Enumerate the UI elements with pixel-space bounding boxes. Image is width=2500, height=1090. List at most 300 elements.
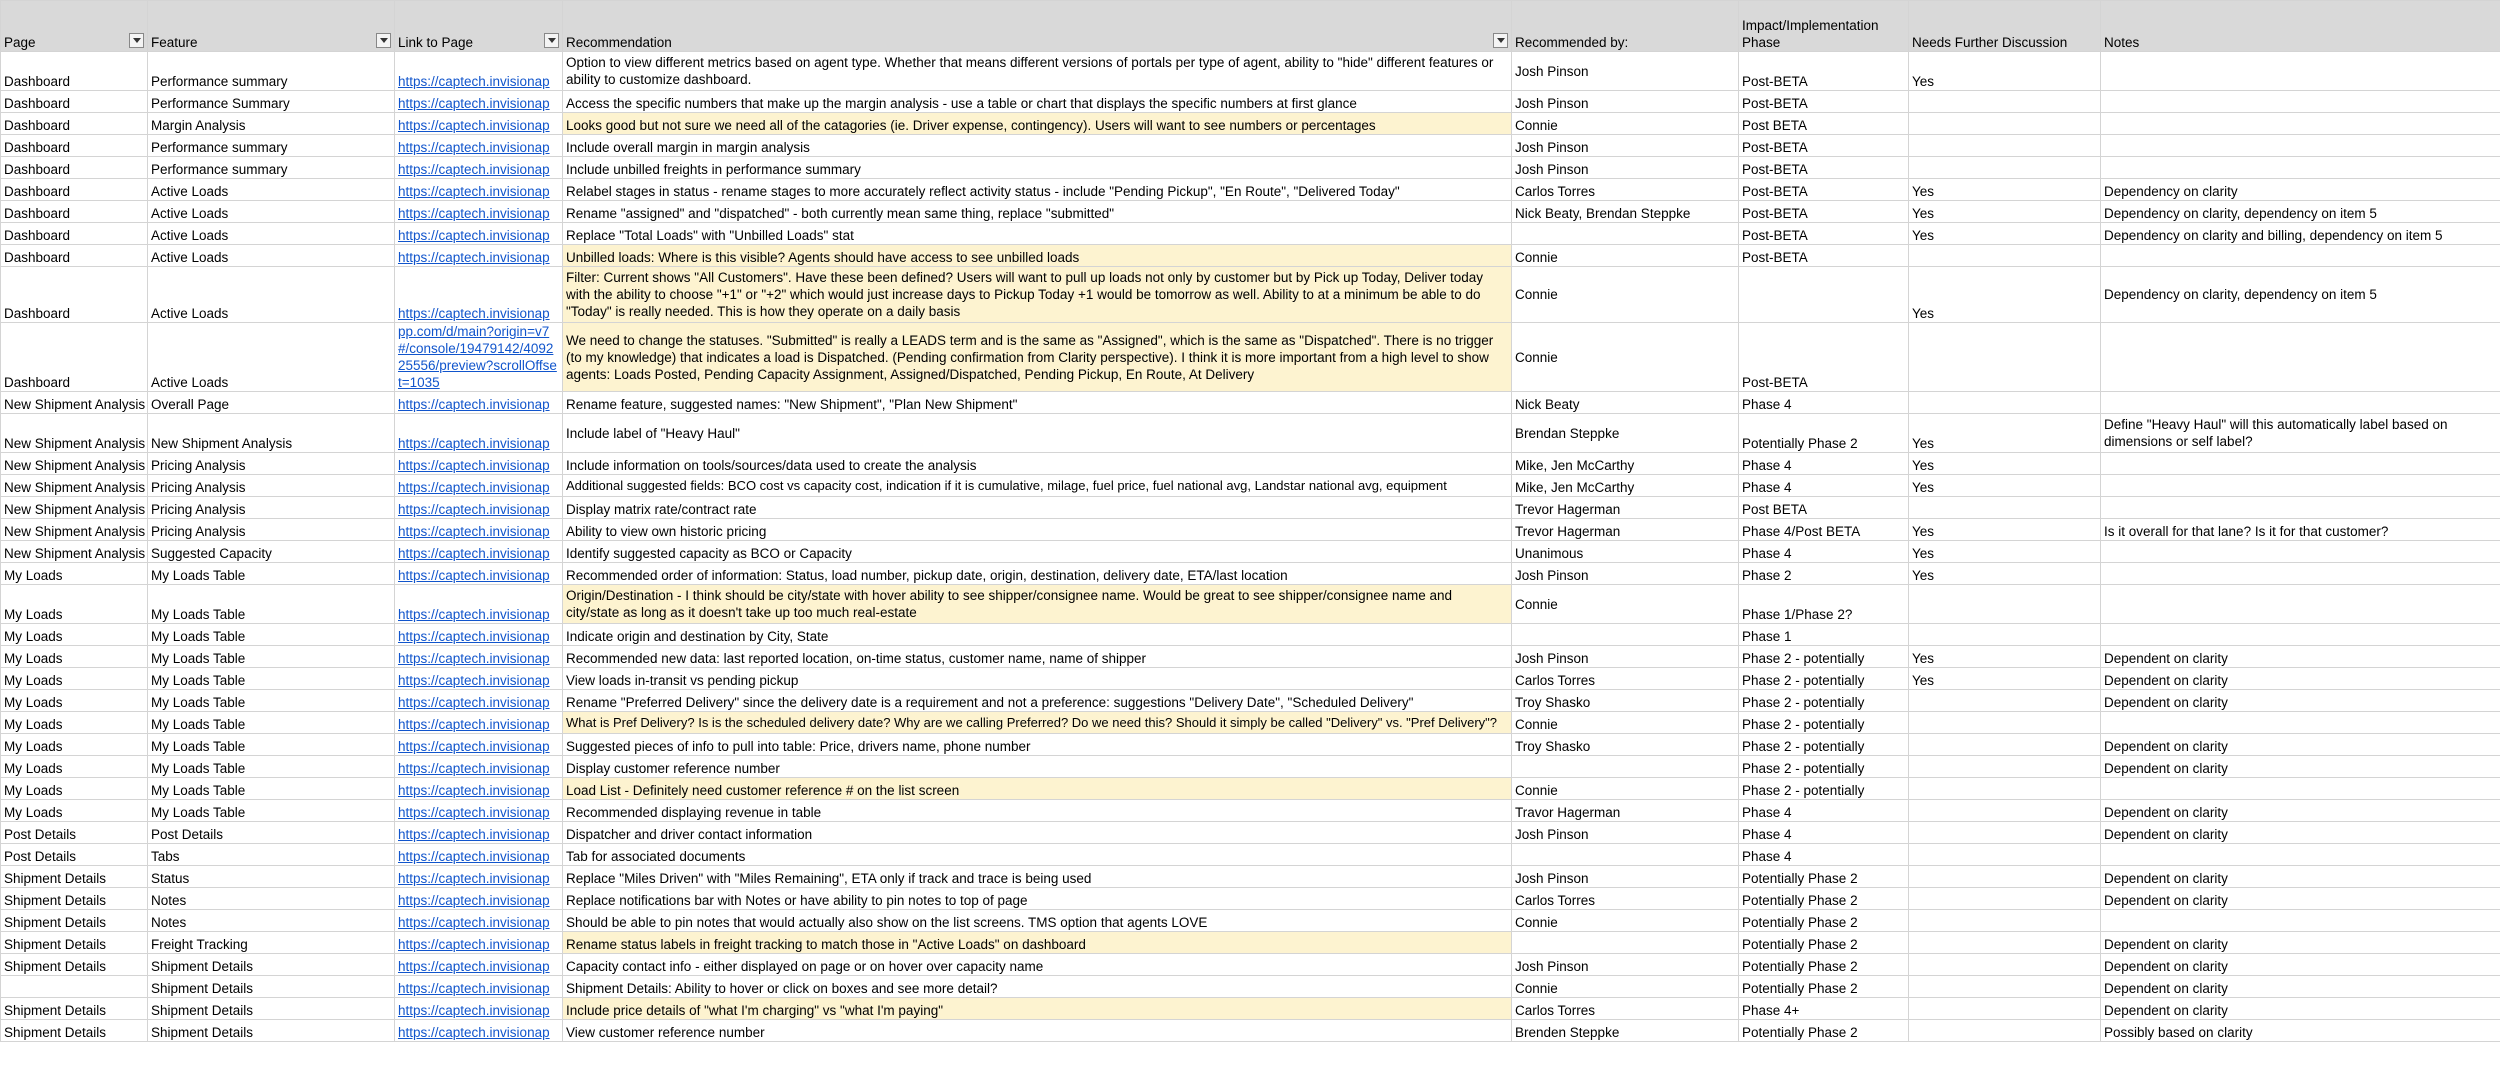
cell-link[interactable]: https://captech.invisionap xyxy=(395,245,563,267)
cell-link[interactable]: https://captech.invisionap xyxy=(395,932,563,954)
cell-recommended-by[interactable] xyxy=(1512,844,1739,866)
cell-page[interactable]: New Shipment Analysis xyxy=(1,497,148,519)
cell-feature[interactable]: Shipment Details xyxy=(148,1020,395,1042)
cell-feature[interactable]: My Loads Table xyxy=(148,800,395,822)
cell-discussion[interactable] xyxy=(1909,734,2101,756)
cell-recommendation[interactable]: Replace "Miles Driven" with "Miles Remaining", ETA only if track and trace is being used xyxy=(563,866,1512,888)
cell-page[interactable]: Dashboard xyxy=(1,267,148,323)
cell-impact[interactable]: Post-BETA xyxy=(1739,245,1909,267)
cell-feature[interactable]: My Loads Table xyxy=(148,646,395,668)
cell-recommendation[interactable]: Ability to view own historic pricing xyxy=(563,519,1512,541)
cell-link[interactable]: https://captech.invisionap xyxy=(395,563,563,585)
cell-recommendation[interactable]: Include information on tools/sources/data used to create the analysis xyxy=(563,453,1512,475)
cell-link[interactable]: pp.com/d/main?origin=v7#/console/19479142/409225556/preview?scrollOffset=1035 xyxy=(395,323,563,392)
cell-page[interactable]: My Loads xyxy=(1,690,148,712)
cell-recommended-by[interactable]: Trevor Hagerman xyxy=(1512,519,1739,541)
cell-page[interactable]: New Shipment Analysis xyxy=(1,519,148,541)
cell-discussion[interactable] xyxy=(1909,910,2101,932)
cell-impact[interactable]: Potentially Phase 2 xyxy=(1739,866,1909,888)
cell-link[interactable]: https://captech.invisionap xyxy=(395,519,563,541)
cell-discussion[interactable]: Yes xyxy=(1909,267,2101,323)
cell-page[interactable]: Post Details xyxy=(1,844,148,866)
cell-impact[interactable]: Post-BETA xyxy=(1739,323,1909,392)
cell-feature[interactable]: Active Loads xyxy=(148,223,395,245)
cell-recommended-by[interactable]: Josh Pinson xyxy=(1512,52,1739,91)
cell-impact[interactable]: Phase 2 - potentially xyxy=(1739,778,1909,800)
filter-dropdown-icon[interactable] xyxy=(376,33,391,48)
cell-notes[interactable] xyxy=(2101,113,2500,135)
cell-impact[interactable]: Phase 4 xyxy=(1739,475,1909,497)
cell-discussion[interactable] xyxy=(1909,323,2101,392)
cell-notes[interactable] xyxy=(2101,712,2500,734)
cell-feature[interactable]: Notes xyxy=(148,888,395,910)
cell-page[interactable]: My Loads xyxy=(1,585,148,624)
cell-feature[interactable]: My Loads Table xyxy=(148,624,395,646)
cell-impact[interactable]: Potentially Phase 2 xyxy=(1739,414,1909,453)
cell-notes[interactable]: Define "Heavy Haul" will this automatically label based on dimensions or self label? xyxy=(2101,414,2500,453)
cell-link[interactable]: https://captech.invisionap xyxy=(395,414,563,453)
cell-recommendation[interactable]: Tab for associated documents xyxy=(563,844,1512,866)
cell-recommendation[interactable]: Replace notifications bar with Notes or have ability to pin notes to top of page xyxy=(563,888,1512,910)
cell-discussion[interactable]: Yes xyxy=(1909,646,2101,668)
cell-notes[interactable] xyxy=(2101,778,2500,800)
cell-recommendation[interactable]: Include price details of "what I'm charging" vs "what I'm paying" xyxy=(563,998,1512,1020)
cell-page[interactable]: Dashboard xyxy=(1,201,148,223)
cell-recommendation[interactable]: Display matrix rate/contract rate xyxy=(563,497,1512,519)
cell-link[interactable]: https://captech.invisionap xyxy=(395,822,563,844)
cell-feature[interactable]: My Loads Table xyxy=(148,585,395,624)
cell-recommendation[interactable]: Suggested pieces of info to pull into table: Price, drivers name, phone number xyxy=(563,734,1512,756)
cell-feature[interactable]: Margin Analysis xyxy=(148,113,395,135)
cell-link[interactable]: https://captech.invisionap xyxy=(395,844,563,866)
cell-link[interactable]: https://captech.invisionap xyxy=(395,712,563,734)
cell-link[interactable]: https://captech.invisionap xyxy=(395,135,563,157)
cell-link[interactable]: https://captech.invisionap xyxy=(395,91,563,113)
cell-discussion[interactable]: Yes xyxy=(1909,223,2101,245)
cell-recommended-by[interactable]: Connie xyxy=(1512,976,1739,998)
cell-link[interactable]: https://captech.invisionap xyxy=(395,976,563,998)
cell-discussion[interactable]: Yes xyxy=(1909,52,2101,91)
cell-feature[interactable]: Overall Page xyxy=(148,392,395,414)
cell-feature[interactable]: Pricing Analysis xyxy=(148,475,395,497)
cell-impact[interactable]: Post-BETA xyxy=(1739,201,1909,223)
cell-feature[interactable]: Performance summary xyxy=(148,135,395,157)
filter-dropdown-icon[interactable] xyxy=(544,33,559,48)
cell-discussion[interactable] xyxy=(1909,497,2101,519)
cell-page[interactable]: New Shipment Analysis xyxy=(1,414,148,453)
cell-discussion[interactable] xyxy=(1909,91,2101,113)
cell-notes[interactable]: Dependent on clarity xyxy=(2101,646,2500,668)
cell-notes[interactable]: Dependent on clarity xyxy=(2101,756,2500,778)
cell-impact[interactable]: Phase 2 - potentially xyxy=(1739,690,1909,712)
cell-page[interactable]: New Shipment Analysis xyxy=(1,475,148,497)
cell-page[interactable]: Shipment Details xyxy=(1,998,148,1020)
cell-discussion[interactable] xyxy=(1909,998,2101,1020)
cell-discussion[interactable] xyxy=(1909,866,2101,888)
cell-recommendation[interactable]: Include overall margin in margin analysis xyxy=(563,135,1512,157)
cell-page[interactable] xyxy=(1,976,148,998)
cell-notes[interactable] xyxy=(2101,624,2500,646)
cell-impact[interactable]: Phase 2 xyxy=(1739,563,1909,585)
cell-page[interactable]: Shipment Details xyxy=(1,888,148,910)
cell-link[interactable]: https://captech.invisionap xyxy=(395,475,563,497)
cell-feature[interactable]: Performance Summary xyxy=(148,91,395,113)
cell-recommended-by[interactable]: Troy Shasko xyxy=(1512,690,1739,712)
cell-discussion[interactable] xyxy=(1909,624,2101,646)
cell-notes[interactable]: Dependent on clarity xyxy=(2101,734,2500,756)
cell-feature[interactable]: My Loads Table xyxy=(148,756,395,778)
cell-page[interactable]: My Loads xyxy=(1,778,148,800)
cell-recommended-by[interactable] xyxy=(1512,223,1739,245)
cell-feature[interactable]: My Loads Table xyxy=(148,734,395,756)
cell-notes[interactable]: Dependent on clarity xyxy=(2101,976,2500,998)
cell-page[interactable]: New Shipment Analysis xyxy=(1,453,148,475)
cell-impact[interactable]: Potentially Phase 2 xyxy=(1739,888,1909,910)
cell-notes[interactable]: Dependent on clarity xyxy=(2101,866,2500,888)
cell-recommended-by[interactable]: Connie xyxy=(1512,323,1739,392)
cell-recommended-by[interactable]: Connie xyxy=(1512,113,1739,135)
cell-discussion[interactable] xyxy=(1909,932,2101,954)
cell-recommendation[interactable]: Include label of "Heavy Haul" xyxy=(563,414,1512,453)
cell-page[interactable]: Shipment Details xyxy=(1,910,148,932)
cell-discussion[interactable] xyxy=(1909,135,2101,157)
cell-discussion[interactable]: Yes xyxy=(1909,201,2101,223)
cell-notes[interactable] xyxy=(2101,135,2500,157)
cell-notes[interactable]: Dependent on clarity xyxy=(2101,998,2500,1020)
cell-discussion[interactable] xyxy=(1909,822,2101,844)
cell-recommended-by[interactable]: Travor Hagerman xyxy=(1512,800,1739,822)
cell-link[interactable]: https://captech.invisionap xyxy=(395,646,563,668)
cell-recommended-by[interactable]: Trevor Hagerman xyxy=(1512,497,1739,519)
cell-feature[interactable]: Tabs xyxy=(148,844,395,866)
cell-page[interactable]: Dashboard xyxy=(1,323,148,392)
cell-page[interactable]: My Loads xyxy=(1,668,148,690)
cell-recommendation[interactable]: Replace "Total Loads" with "Unbilled Loads" stat xyxy=(563,223,1512,245)
cell-feature[interactable]: Freight Tracking xyxy=(148,932,395,954)
cell-notes[interactable]: Dependency on clarity, dependency on item 5 xyxy=(2101,201,2500,223)
cell-recommended-by[interactable] xyxy=(1512,624,1739,646)
cell-discussion[interactable]: Yes xyxy=(1909,519,2101,541)
cell-link[interactable]: https://captech.invisionap xyxy=(395,624,563,646)
cell-feature[interactable]: My Loads Table xyxy=(148,563,395,585)
cell-notes[interactable]: Possibly based on clarity xyxy=(2101,1020,2500,1042)
cell-feature[interactable]: Shipment Details xyxy=(148,998,395,1020)
cell-discussion[interactable]: Yes xyxy=(1909,453,2101,475)
cell-notes[interactable] xyxy=(2101,585,2500,624)
cell-impact[interactable]: Phase 4 xyxy=(1739,822,1909,844)
cell-discussion[interactable] xyxy=(1909,888,2101,910)
cell-discussion[interactable] xyxy=(1909,756,2101,778)
cell-impact[interactable]: Post-BETA xyxy=(1739,179,1909,201)
cell-recommended-by[interactable]: Josh Pinson xyxy=(1512,563,1739,585)
cell-impact[interactable]: Phase 2 - potentially xyxy=(1739,668,1909,690)
cell-page[interactable]: New Shipment Analysis xyxy=(1,541,148,563)
cell-notes[interactable]: Dependent on clarity xyxy=(2101,932,2500,954)
cell-recommendation[interactable]: Include unbilled freights in performance summary xyxy=(563,157,1512,179)
cell-recommendation[interactable]: Capacity contact info - either displayed on page or on hover over capacity name xyxy=(563,954,1512,976)
cell-recommendation[interactable]: Identify suggested capacity as BCO or Capacity xyxy=(563,541,1512,563)
filter-dropdown-icon[interactable] xyxy=(1493,33,1508,48)
cell-impact[interactable]: Phase 2 - potentially xyxy=(1739,712,1909,734)
cell-link[interactable]: https://captech.invisionap xyxy=(395,888,563,910)
cell-feature[interactable]: Shipment Details xyxy=(148,976,395,998)
cell-recommended-by[interactable]: Troy Shasko xyxy=(1512,734,1739,756)
cell-notes[interactable] xyxy=(2101,453,2500,475)
cell-recommendation[interactable]: Load List - Definitely need customer reference # on the list screen xyxy=(563,778,1512,800)
cell-page[interactable]: Dashboard xyxy=(1,157,148,179)
cell-page[interactable]: Dashboard xyxy=(1,179,148,201)
cell-link[interactable]: https://captech.invisionap xyxy=(395,179,563,201)
cell-discussion[interactable] xyxy=(1909,392,2101,414)
cell-page[interactable]: Shipment Details xyxy=(1,866,148,888)
cell-recommended-by[interactable]: Josh Pinson xyxy=(1512,866,1739,888)
cell-page[interactable]: Dashboard xyxy=(1,52,148,91)
cell-feature[interactable]: My Loads Table xyxy=(148,668,395,690)
cell-recommendation[interactable]: Filter: Current shows "All Customers". Have these been defined? Users will want to pull up loads not only by customer but by Pick up Today, Deliver today with the ability to choose "+1" or "+2" which would just increase days to Pickup Today +1 would be tomorrow as well. Ability to at a minimum be able to do "Today" is really needed. This is how they operate on a daily basis xyxy=(563,267,1512,323)
cell-notes[interactable]: Dependency on clarity, dependency on item 5 xyxy=(2101,267,2500,323)
cell-page[interactable]: My Loads xyxy=(1,624,148,646)
cell-recommendation[interactable]: Recommended order of information: Status, load number, pickup date, origin, destination, delivery date, ETA/last location xyxy=(563,563,1512,585)
cell-recommended-by[interactable]: Josh Pinson xyxy=(1512,822,1739,844)
cell-discussion[interactable]: Yes xyxy=(1909,541,2101,563)
cell-link[interactable]: https://captech.invisionap xyxy=(395,392,563,414)
cell-discussion[interactable] xyxy=(1909,844,2101,866)
cell-link[interactable]: https://captech.invisionap xyxy=(395,497,563,519)
cell-notes[interactable]: Dependency on clarity and billing, dependency on item 5 xyxy=(2101,223,2500,245)
cell-notes[interactable] xyxy=(2101,245,2500,267)
filter-dropdown-icon[interactable] xyxy=(129,33,144,48)
cell-impact[interactable]: Potentially Phase 2 xyxy=(1739,932,1909,954)
cell-discussion[interactable]: Yes xyxy=(1909,668,2101,690)
cell-link[interactable]: https://captech.invisionap xyxy=(395,585,563,624)
cell-feature[interactable]: New Shipment Analysis xyxy=(148,414,395,453)
cell-recommendation[interactable]: We need to change the statuses. "Submitted" is really a LEADS term and is the same as "Assigned", which is the same as "Dispatched". There is no trigger (to my knowledge) that indicates a load is Dispatched. (Pending confirmation from Clarity perspective). I think it is more important from a high level to show agents: Loads Posted, Pending Capacity Assignment, Assigned/Dispatched, Pending Pickup, En Route, At Delivery xyxy=(563,323,1512,392)
cell-discussion[interactable] xyxy=(1909,1020,2101,1042)
cell-link[interactable]: https://captech.invisionap xyxy=(395,734,563,756)
cell-recommendation[interactable]: Looks good but not sure we need all of the catagories (ie. Driver expense, contingency). Users will want to see numbers or percentages xyxy=(563,113,1512,135)
cell-feature[interactable]: My Loads Table xyxy=(148,690,395,712)
cell-recommended-by[interactable]: Josh Pinson xyxy=(1512,954,1739,976)
cell-discussion[interactable]: Yes xyxy=(1909,563,2101,585)
cell-discussion[interactable] xyxy=(1909,585,2101,624)
cell-recommendation[interactable]: Dispatcher and driver contact information xyxy=(563,822,1512,844)
cell-impact[interactable]: Post-BETA xyxy=(1739,91,1909,113)
cell-recommendation[interactable]: Display customer reference number xyxy=(563,756,1512,778)
cell-page[interactable]: My Loads xyxy=(1,756,148,778)
cell-notes[interactable] xyxy=(2101,497,2500,519)
cell-recommended-by[interactable]: Josh Pinson xyxy=(1512,157,1739,179)
cell-page[interactable]: Dashboard xyxy=(1,245,148,267)
cell-feature[interactable]: Status xyxy=(148,866,395,888)
cell-link[interactable]: https://captech.invisionap xyxy=(395,668,563,690)
cell-recommended-by[interactable]: Carlos Torres xyxy=(1512,179,1739,201)
cell-page[interactable]: My Loads xyxy=(1,646,148,668)
cell-feature[interactable]: Performance summary xyxy=(148,157,395,179)
cell-notes[interactable] xyxy=(2101,157,2500,179)
cell-feature[interactable]: Active Loads xyxy=(148,179,395,201)
cell-notes[interactable] xyxy=(2101,475,2500,497)
cell-page[interactable]: My Loads xyxy=(1,800,148,822)
cell-recommendation[interactable]: View customer reference number xyxy=(563,1020,1512,1042)
cell-recommendation[interactable]: Rename status labels in freight tracking to match those in "Active Loads" on dashboard xyxy=(563,932,1512,954)
cell-page[interactable]: Dashboard xyxy=(1,113,148,135)
cell-recommended-by[interactable]: Unanimous xyxy=(1512,541,1739,563)
cell-recommended-by[interactable]: Carlos Torres xyxy=(1512,668,1739,690)
cell-recommendation[interactable]: Origin/Destination - I think should be city/state with hover ability to see shipper/consignee name. Would be great to see shipper/consignee name and city/state as long as it doesn't take up too much real-estate xyxy=(563,585,1512,624)
cell-link[interactable]: https://captech.invisionap xyxy=(395,157,563,179)
cell-impact[interactable]: Post-BETA xyxy=(1739,157,1909,179)
cell-feature[interactable]: Active Loads xyxy=(148,201,395,223)
cell-page[interactable]: My Loads xyxy=(1,734,148,756)
cell-recommendation[interactable] xyxy=(563,475,1512,497)
cell-impact[interactable]: Potentially Phase 2 xyxy=(1739,976,1909,998)
cell-recommended-by[interactable]: Brenden Steppke xyxy=(1512,1020,1739,1042)
cell-recommended-by[interactable]: Brendan Steppke xyxy=(1512,414,1739,453)
cell-link[interactable]: https://captech.invisionap xyxy=(395,1020,563,1042)
cell-impact[interactable]: Potentially Phase 2 xyxy=(1739,910,1909,932)
cell-recommended-by[interactable]: Mike, Jen McCarthy xyxy=(1512,453,1739,475)
cell-recommendation[interactable]: View loads in-transit vs pending pickup xyxy=(563,668,1512,690)
cell-impact[interactable]: Phase 2 - potentially xyxy=(1739,734,1909,756)
cell-recommended-by[interactable]: Connie xyxy=(1512,267,1739,323)
cell-recommended-by[interactable]: Connie xyxy=(1512,245,1739,267)
cell-link[interactable]: https://captech.invisionap xyxy=(395,267,563,323)
cell-discussion[interactable]: Yes xyxy=(1909,179,2101,201)
cell-feature[interactable]: My Loads Table xyxy=(148,712,395,734)
cell-page[interactable]: Shipment Details xyxy=(1,932,148,954)
cell-recommended-by[interactable] xyxy=(1512,756,1739,778)
cell-notes[interactable] xyxy=(2101,52,2500,91)
cell-link[interactable]: https://captech.invisionap xyxy=(395,998,563,1020)
cell-page[interactable]: Shipment Details xyxy=(1,954,148,976)
cell-feature[interactable]: My Loads Table xyxy=(148,778,395,800)
cell-page[interactable]: Dashboard xyxy=(1,91,148,113)
cell-link[interactable]: https://captech.invisionap xyxy=(395,52,563,91)
cell-notes[interactable] xyxy=(2101,541,2500,563)
cell-notes[interactable] xyxy=(2101,392,2500,414)
cell-notes[interactable] xyxy=(2101,563,2500,585)
cell-recommended-by[interactable]: Mike, Jen McCarthy xyxy=(1512,475,1739,497)
cell-recommendation[interactable]: Option to view different metrics based on agent type. Whether that means different versions of portals per type of agent, ability to "hide" different features or ability to customize dashboard. xyxy=(563,52,1512,91)
cell-discussion[interactable]: Yes xyxy=(1909,475,2101,497)
cell-recommendation[interactable]: Indicate origin and destination by City, State xyxy=(563,624,1512,646)
cell-impact[interactable]: Potentially Phase 2 xyxy=(1739,1020,1909,1042)
cell-recommendation[interactable] xyxy=(563,712,1512,734)
cell-impact[interactable]: Phase 4 xyxy=(1739,844,1909,866)
cell-impact[interactable]: Phase 4/Post BETA xyxy=(1739,519,1909,541)
cell-notes[interactable]: Dependent on clarity xyxy=(2101,954,2500,976)
cell-link[interactable]: https://captech.invisionap xyxy=(395,223,563,245)
cell-link[interactable]: https://captech.invisionap xyxy=(395,778,563,800)
cell-discussion[interactable] xyxy=(1909,113,2101,135)
cell-recommended-by[interactable]: Connie xyxy=(1512,778,1739,800)
cell-notes[interactable]: Dependent on clarity xyxy=(2101,888,2500,910)
cell-recommendation[interactable]: Recommended new data: last reported location, on-time status, customer name, name of shipper xyxy=(563,646,1512,668)
cell-recommendation[interactable]: Rename "assigned" and "dispatched" - both currently mean same thing, replace "submitted" xyxy=(563,201,1512,223)
cell-page[interactable]: My Loads xyxy=(1,712,148,734)
cell-feature[interactable]: Active Loads xyxy=(148,267,395,323)
cell-feature[interactable]: Active Loads xyxy=(148,245,395,267)
cell-notes[interactable]: Is it overall for that lane? Is it for that customer? xyxy=(2101,519,2500,541)
cell-link[interactable]: https://captech.invisionap xyxy=(395,756,563,778)
cell-impact[interactable]: Post BETA xyxy=(1739,497,1909,519)
cell-feature[interactable]: Performance summary xyxy=(148,52,395,91)
cell-impact[interactable]: Phase 2 - potentially xyxy=(1739,756,1909,778)
cell-recommended-by[interactable]: Josh Pinson xyxy=(1512,135,1739,157)
cell-recommended-by[interactable]: Connie xyxy=(1512,712,1739,734)
cell-notes[interactable]: Dependent on clarity xyxy=(2101,800,2500,822)
cell-recommendation[interactable]: Should be able to pin notes that would actually also show on the list screens. TMS option that agents LOVE xyxy=(563,910,1512,932)
cell-notes[interactable]: Dependent on clarity xyxy=(2101,668,2500,690)
cell-impact[interactable]: Phase 1/Phase 2? xyxy=(1739,585,1909,624)
cell-page[interactable]: Dashboard xyxy=(1,223,148,245)
cell-link[interactable]: https://captech.invisionap xyxy=(395,201,563,223)
cell-recommended-by[interactable]: Nick Beaty, Brendan Steppke xyxy=(1512,201,1739,223)
cell-recommendation[interactable]: Relabel stages in status - rename stages to more accurately reflect activity status - include "Pending Pickup", "En Route", "Delivered Today" xyxy=(563,179,1512,201)
cell-recommendation[interactable]: Shipment Details: Ability to hover or click on boxes and see more detail? xyxy=(563,976,1512,998)
cell-impact[interactable]: Phase 4 xyxy=(1739,800,1909,822)
cell-feature[interactable]: Shipment Details xyxy=(148,954,395,976)
cell-notes[interactable] xyxy=(2101,844,2500,866)
cell-feature[interactable]: Pricing Analysis xyxy=(148,519,395,541)
cell-discussion[interactable] xyxy=(1909,800,2101,822)
cell-impact[interactable]: Phase 4 xyxy=(1739,541,1909,563)
cell-impact[interactable]: Post BETA xyxy=(1739,113,1909,135)
cell-page[interactable]: Post Details xyxy=(1,822,148,844)
cell-notes[interactable] xyxy=(2101,323,2500,392)
cell-discussion[interactable] xyxy=(1909,157,2101,179)
cell-link[interactable]: https://captech.invisionap xyxy=(395,866,563,888)
cell-recommended-by[interactable]: Josh Pinson xyxy=(1512,646,1739,668)
cell-discussion[interactable] xyxy=(1909,245,2101,267)
cell-link[interactable]: https://captech.invisionap xyxy=(395,541,563,563)
cell-discussion[interactable]: Yes xyxy=(1909,414,2101,453)
cell-discussion[interactable] xyxy=(1909,712,2101,734)
cell-discussion[interactable] xyxy=(1909,690,2101,712)
cell-link[interactable]: https://captech.invisionap xyxy=(395,954,563,976)
cell-impact[interactable]: Phase 2 - potentially xyxy=(1739,646,1909,668)
cell-notes[interactable]: Dependency on clarity xyxy=(2101,179,2500,201)
cell-impact[interactable] xyxy=(1739,267,1909,323)
cell-link[interactable]: https://captech.invisionap xyxy=(395,910,563,932)
cell-feature[interactable]: Active Loads xyxy=(148,323,395,392)
cell-recommendation[interactable]: Recommended displaying revenue in table xyxy=(563,800,1512,822)
cell-recommendation[interactable]: Unbilled loads: Where is this visible? Agents should have access to see unbilled loads xyxy=(563,245,1512,267)
cell-feature[interactable]: Pricing Analysis xyxy=(148,453,395,475)
cell-notes[interactable]: Dependent on clarity xyxy=(2101,822,2500,844)
cell-impact[interactable]: Post-BETA xyxy=(1739,223,1909,245)
cell-recommended-by[interactable]: Connie xyxy=(1512,585,1739,624)
cell-feature[interactable]: Notes xyxy=(148,910,395,932)
cell-link[interactable]: https://captech.invisionap xyxy=(395,453,563,475)
cell-impact[interactable]: Phase 1 xyxy=(1739,624,1909,646)
cell-recommended-by[interactable] xyxy=(1512,932,1739,954)
cell-recommendation[interactable]: Access the specific numbers that make up the margin analysis - use a table or chart that displays the specific numbers at first glance xyxy=(563,91,1512,113)
cell-discussion[interactable] xyxy=(1909,954,2101,976)
cell-link[interactable]: https://captech.invisionap xyxy=(395,113,563,135)
cell-recommended-by[interactable]: Carlos Torres xyxy=(1512,998,1739,1020)
cell-link[interactable]: https://captech.invisionap xyxy=(395,800,563,822)
cell-page[interactable]: Dashboard xyxy=(1,135,148,157)
cell-recommended-by[interactable]: Nick Beaty xyxy=(1512,392,1739,414)
cell-discussion[interactable] xyxy=(1909,778,2101,800)
cell-impact[interactable]: Post-BETA xyxy=(1739,52,1909,91)
cell-feature[interactable]: Post Details xyxy=(148,822,395,844)
cell-feature[interactable]: Pricing Analysis xyxy=(148,497,395,519)
cell-recommended-by[interactable]: Josh Pinson xyxy=(1512,91,1739,113)
cell-page[interactable]: My Loads xyxy=(1,563,148,585)
cell-recommended-by[interactable]: Connie xyxy=(1512,910,1739,932)
